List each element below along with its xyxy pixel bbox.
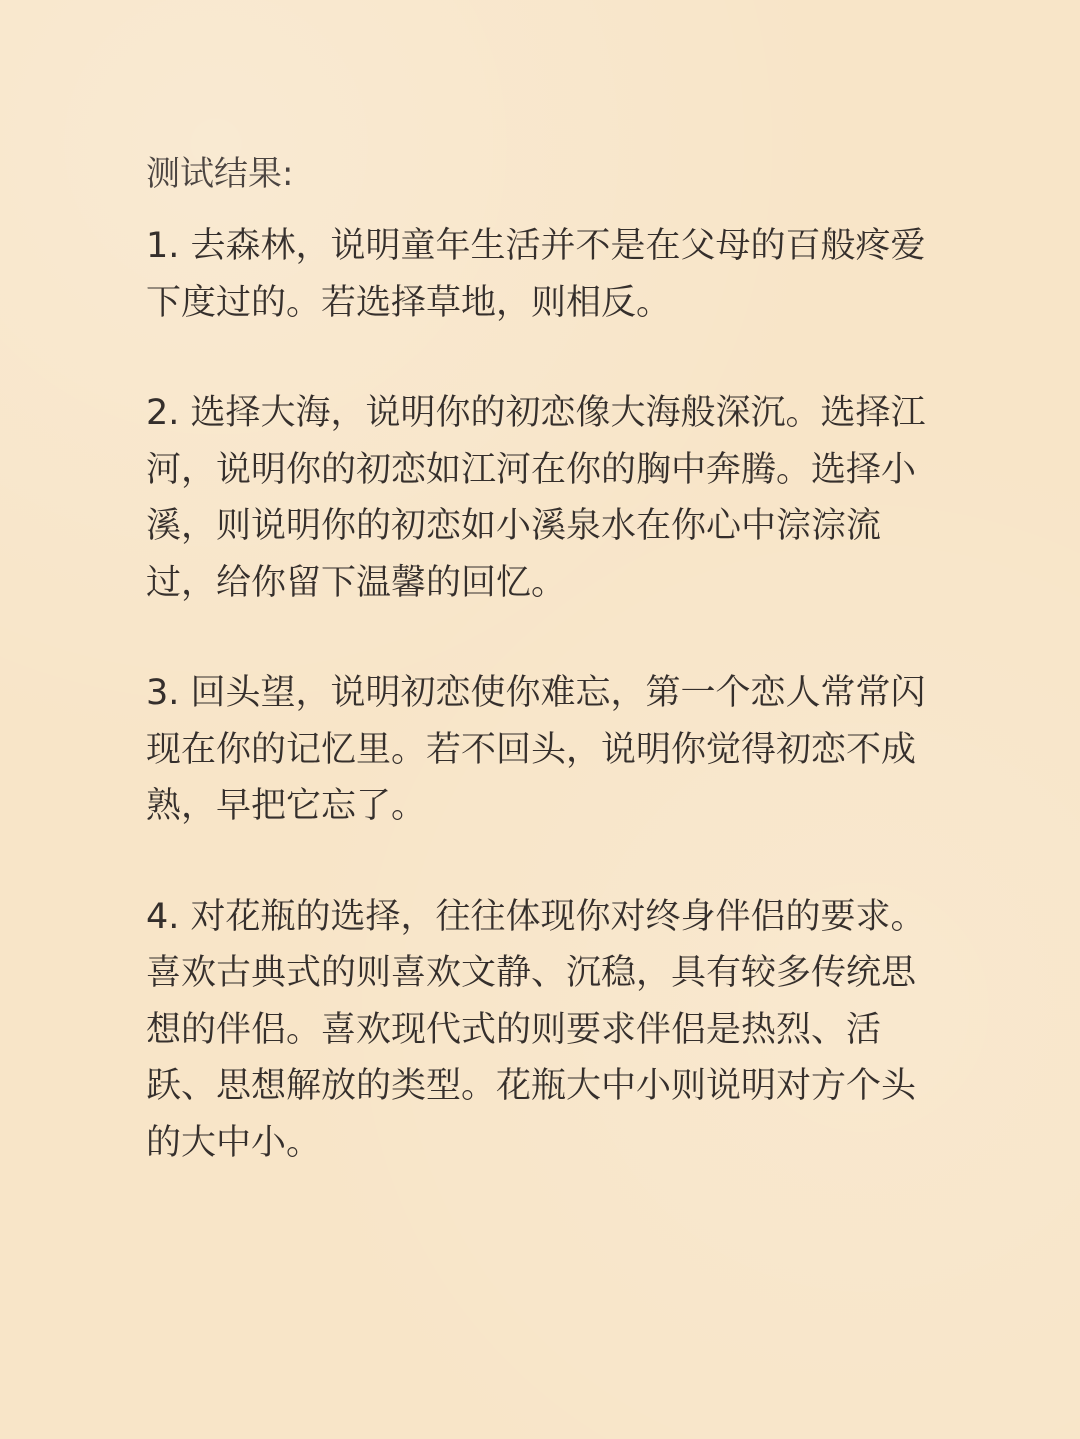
result-paragraph-1: 1. 去森林，说明童年生活并不是在父母的百般疼爱下度过的。若选择草地，则相反。 xyxy=(146,226,926,323)
result-paragraph-3: 3. 回头望，说明初恋使你难忘，第一个恋人常常闪现在你的记忆里。若不回头，说明你觉得初恋不成熟，早把它忘了。 xyxy=(146,673,926,826)
result-paragraph-2: 2. 选择大海，说明你的初恋像大海般深沉。选择江河，说明你的初恋如江河在你的胸中奔腾。选择小溪，则说明你的初恋如小溪泉水在你心中淙淙流过，给你留下温馨的回忆。 xyxy=(146,393,926,603)
result-paragraph-4: 4. 对花瓶的选择，往往体现你对终身伴侣的要求。喜欢古典式的则喜欢文静、沉稳，具有较多传统思想的伴侣。喜欢现代式的则要求伴侣是热烈、活跃、思想解放的类型。花瓶大中小则说明对方个头的大中小。 xyxy=(146,896,926,1163)
document-content xyxy=(146,148,934,1171)
result-heading: 测试结果: xyxy=(146,154,294,194)
